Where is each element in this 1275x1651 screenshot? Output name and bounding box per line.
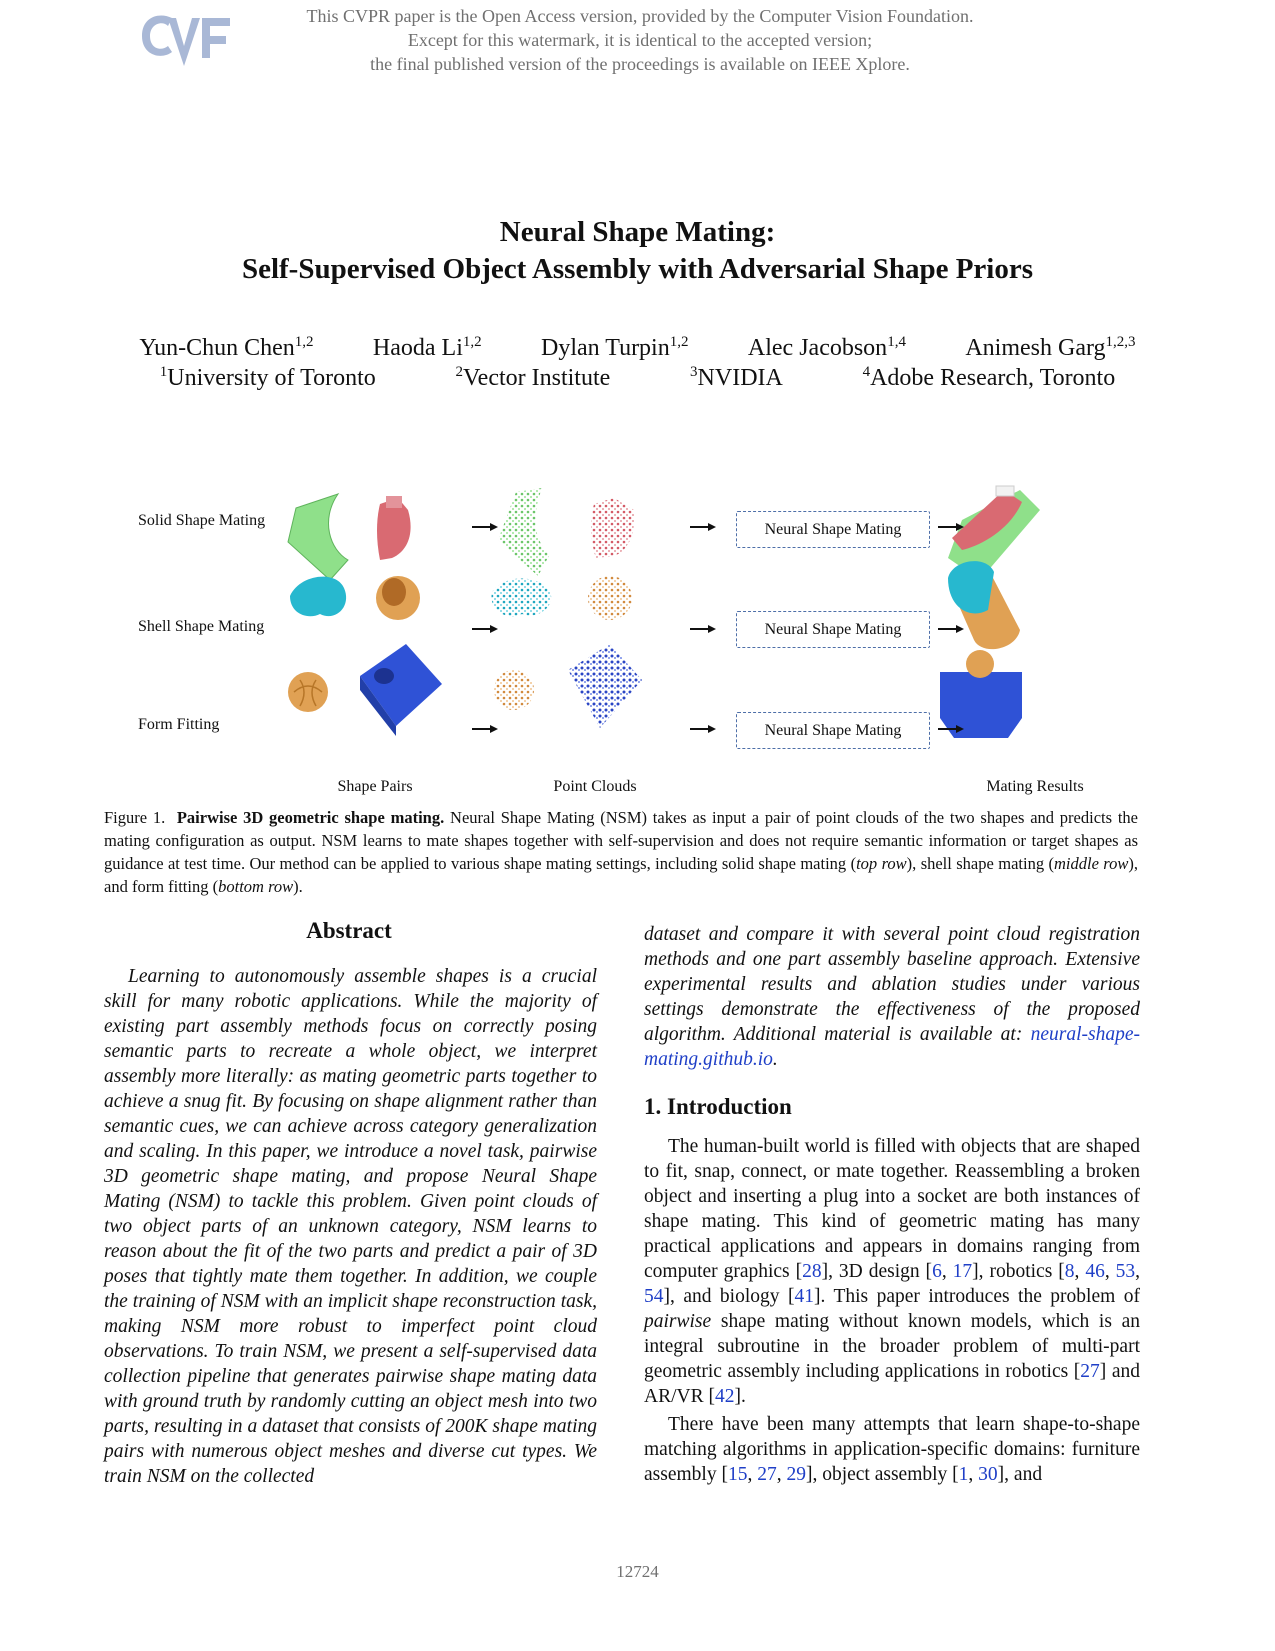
- cyan-point-cloud: [491, 578, 551, 616]
- abstract-heading: Abstract: [306, 918, 392, 943]
- title-line-1: Neural Shape Mating:: [499, 216, 776, 248]
- introduction-paragraph-2: There have been many attempts that learn shape-to-shape matching algorithms in application-specific domains: furniture assembly [15, 27, 29], object assembly [1, 30], and: [644, 1414, 1140, 1485]
- citation-link[interactable]: 15: [727, 1464, 748, 1485]
- cvf-logo: [138, 10, 234, 72]
- citation-link[interactable]: 30: [978, 1464, 998, 1485]
- author: Yun-Chun Chen$^{1,2}$: [139, 334, 314, 361]
- author: Haoda Li$^{1,2}$: [372, 334, 482, 361]
- column-label-point-clouds: Point Clouds: [553, 778, 637, 795]
- arrow-right-icon: [472, 623, 498, 635]
- column-label-mating-results: Mating Results: [986, 778, 1084, 795]
- blue-cube-mesh: [360, 644, 442, 726]
- author: Alec Jacobson$^{1,4}$: [747, 334, 906, 361]
- arrow-right-icon: [938, 623, 964, 635]
- pumpkin-point-cloud: [494, 670, 534, 710]
- watermark-line-2: Except for this watermark, it is identical to the accepted version;: [407, 30, 873, 50]
- introduction-heading: 1. Introduction: [644, 1094, 792, 1119]
- blue-cube-cavity: [374, 668, 394, 684]
- author: Animesh Garg$^{1,2,3}$: [965, 334, 1136, 361]
- citation-link[interactable]: 42: [714, 1386, 735, 1407]
- figure-1-caption: Figure 1. Pairwise 3D geometric shape mating. Neural Shape Mating (NSM) takes as input a pair of point clouds of the two shapes and predicts the mating configuration as output. NSM learns to mate shapes together with self-supervision and does not require semantic information or target shapes as guidance at test time. Our method can be applied to various shape mating settings, including solid shape mating (top row), shell shape mating (middle row), and form fitting (bottom row).: [104, 808, 1138, 896]
- watermark-line-3: the final published version of the proceedings is available on IEEE Xplore.: [370, 54, 910, 74]
- orange-part-inner: [382, 578, 406, 606]
- abstract-continued: dataset and compare it with several point cloud registration methods and one part assembly baseline approach. Extensive experimental results and ablation studies under various settings demonstrate the effectiveness of the proposed algorithm. Additional material is available at: neural-shape-mating.github.io.: [644, 924, 1140, 1070]
- arrow-right-icon: [690, 521, 716, 533]
- nsm-module-box: Neural Shape Mating: [736, 611, 930, 648]
- citation-link[interactable]: 41: [794, 1286, 814, 1307]
- citation-link[interactable]: 28: [802, 1261, 822, 1282]
- caption-label: Figure 1.: [104, 808, 166, 827]
- citation-link[interactable]: 8: [1064, 1261, 1075, 1282]
- mated-solid-cap: [996, 486, 1014, 496]
- nsm-module-box: Neural Shape Mating: [736, 511, 930, 548]
- arrow-right-icon: [472, 723, 498, 735]
- citation-link[interactable]: 46: [1085, 1261, 1105, 1282]
- column-label-shape-pairs: Shape Pairs: [337, 778, 413, 795]
- citation-link[interactable]: 6: [932, 1261, 942, 1282]
- citation-link[interactable]: 17: [952, 1261, 973, 1282]
- citation-link[interactable]: 54: [644, 1286, 664, 1307]
- citation-link[interactable]: 53: [1115, 1261, 1136, 1282]
- green-part-mesh: [288, 494, 348, 580]
- affiliation-list: [80, 364, 1195, 392]
- cyan-part-mesh: [290, 577, 346, 617]
- citation-link[interactable]: 29: [786, 1464, 806, 1485]
- affiliation: $^1$University of Toronto: [159, 364, 376, 391]
- green-point-cloud: [498, 488, 550, 576]
- watermark-line-1: This CVPR paper is the Open Access version, provided by the Computer Vision Foundation.: [306, 6, 974, 26]
- caption-bold-title: Pairwise 3D geometric shape mating.: [176, 808, 445, 827]
- page-number: 12724: [616, 1562, 659, 1581]
- arrow-right-icon: [938, 521, 964, 533]
- figure-row-label: Solid Shape Mating: [138, 512, 266, 529]
- arrow-right-icon: [472, 521, 498, 533]
- blue-point-cloud: [568, 644, 642, 728]
- affiliation: $^2$Vector Institute: [455, 364, 611, 391]
- mated-form-pumpkin: [966, 650, 994, 678]
- arrow-right-icon: [690, 623, 716, 635]
- abstract-body: Learning to autonomously assemble shapes is a crucial skill for many robotic applications. While the majority of existing part assembly methods focus on correctly posing semantic parts to recreate a whole object, we interpret assembly more literally: as mating geometric parts together to achieve a snug fit. By focusing on shape alignment rather than semantic cues, we can achieve across category generalization and scaling. In this paper, we introduce a novel task, pairwise 3D geometric shape mating, and propose Neural Shape Mating (NSM) to tackle this problem. Given point clouds of two object parts of an unknown category, NSM learns to reason about the fit of the two parts and predict a pair of 3D poses that tightly mate them together. In addition, we couple the training of NSM with an implicit shape reconstruction task, making NSM more robust to imperfect point cloud observations. To train NSM, we present a self-supervised data collection pipeline that generates pairwise shape mating data with ground truth by randomly cutting an object mesh into two parts, resulting in a dataset that consists of 200K shape mating pairs with numerous object meshes and diverse cut types. We train NSM on the collected: [104, 966, 597, 1487]
- citation-link[interactable]: 27: [757, 1464, 777, 1485]
- watermark-notice: [260, 4, 1020, 76]
- nsm-module-box: Neural Shape Mating: [736, 712, 930, 749]
- author-list: [80, 334, 1195, 362]
- mated-shell-cyan: [948, 561, 994, 613]
- figure-row-label: Form Fitting: [138, 716, 220, 733]
- citation-link[interactable]: 27: [1080, 1361, 1100, 1382]
- affiliation: $^3$NVIDIA: [690, 364, 783, 391]
- arrow-right-icon: [938, 723, 964, 735]
- affiliation: $^4$Adobe Research, Toronto: [862, 364, 1116, 391]
- project-page-link[interactable]: neural-shape-mating.github.io: [644, 1024, 1140, 1070]
- arrow-right-icon: [690, 723, 716, 735]
- author: Dylan Turpin$^{1,2}$: [541, 334, 689, 361]
- citation-link[interactable]: 1: [958, 1464, 969, 1485]
- red-point-cloud: [591, 498, 634, 558]
- title-line-2: Self-Supervised Object Assembly with Adversarial Shape Priors: [241, 253, 1034, 285]
- orange-point-cloud: [588, 576, 632, 620]
- introduction-paragraph-1: The human-built world is filled with objects that are shaped to fit, snap, connect, or mate together. Reassembling a broken object and inserting a plug into a socket are both instances of shape mating. This kind of geometric mating has many practical applications and appears in domains ranging from computer graphics [28], 3D design [6, 17], robotics [8, 46, 53, 54], and biology [41]. This paper introduces the problem of pairwise shape mating without known models, which is an integral subroutine in the broader problem of multi-part geometric assembly including applications in robotics [27] and AR/VR [42].: [644, 1136, 1141, 1407]
- red-part-top: [386, 496, 402, 508]
- figure-row-label: Shell Shape Mating: [138, 618, 265, 635]
- paper-title: [100, 214, 1175, 288]
